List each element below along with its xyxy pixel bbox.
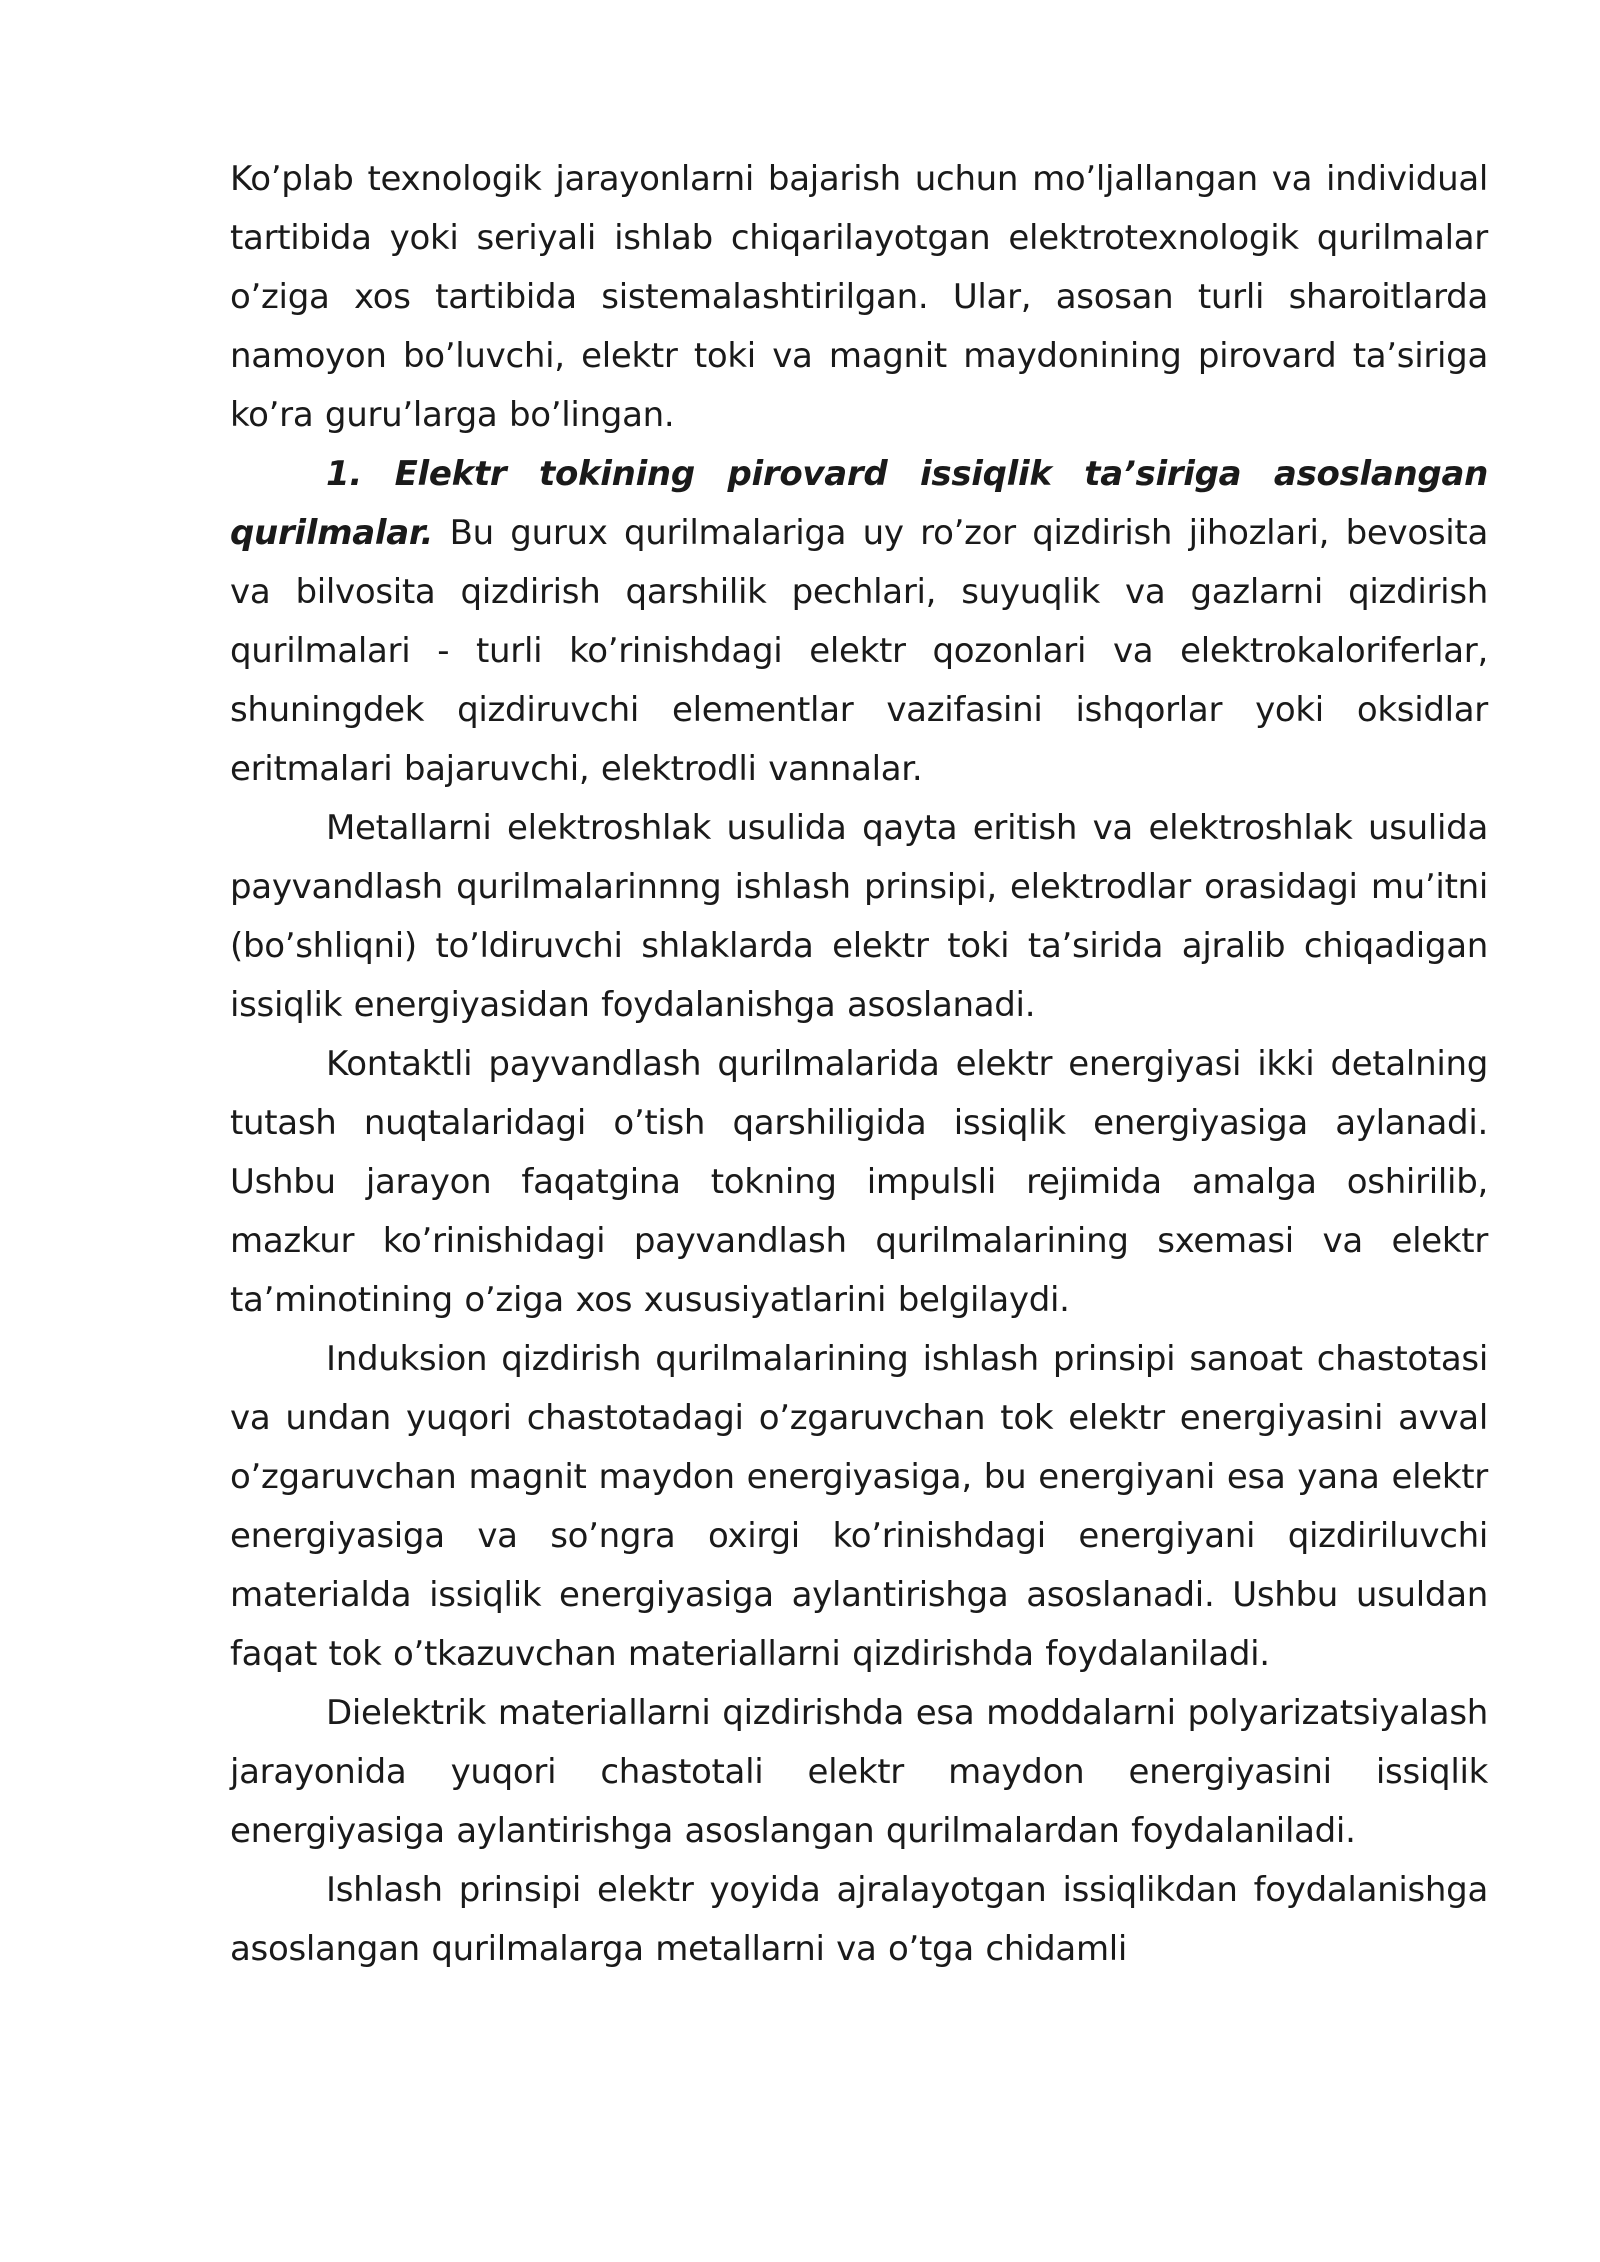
- paragraph-contact-welding: [230, 1035, 1488, 1330]
- paragraph-induction: [230, 1330, 1488, 1684]
- paragraph-text: Kontaktli payvandlash qurilmalarida elektr energiyasi ikki detalning tutash nuqtalaridagi o’tish qarshiligida issiqlik energiyasiga aylanadi. Ushbu jarayon faqatgina tokning impulsli rejimida amalga oshirilib, mazkur ko’rinishidagi payvandlash qurilmalarining sxemasi va elektr ta’minotining o’ziga xos xususiyatlarini belgilaydi.: [230, 1044, 1488, 1320]
- section-heading: 1. Elektr tokining pirovard issiqlik ta’siriga asoslangan qurilmalar.: [230, 454, 1488, 553]
- paragraph-electroslag: [230, 799, 1488, 1035]
- paragraph-text: Ishlash prinsipi elektr yoyida ajralayotgan issiqlikdan foydalanishga asoslangan qurilmalarga metallarni va o’tga chidamli: [230, 1870, 1488, 1969]
- paragraph-arc: [230, 1861, 1488, 1979]
- paragraph-intro: [230, 150, 1488, 445]
- paragraph-text: Bu gurux qurilmalariga uy ro’zor qizdirish jihozlari, bevosita va bilvosita qizdirish qarshilik pechlari, suyuqlik va gazlarni qizdirish qurilmalari - turli ko’rinishdagi elektr qozonlari va elektrokaloriferlar, shuningdek qizdiruvchi elementlar vazifasini ishqorlar yoki oksidlar eritmalari bajaruvchi, elektrodli vannalar.: [230, 513, 1488, 789]
- paragraph-text: Metallarni elektroshlak usulida qayta eritish va elektroshlak usulida payvandlash qurilmalarinnng ishlash prinsipi, elektrodlar orasidagi mu’itni (bo’shliqni) to’ldiruvchi shlaklarda elektr toki ta’sirida ajralib chiqadigan issiqlik energiyasidan foydalanishga asoslanadi.: [230, 808, 1488, 1025]
- paragraph-dielectric: [230, 1684, 1488, 1861]
- paragraph-text: Ko’plab texnologik jarayonlarni bajarish uchun mo’ljallangan va individual tartibida yoki seriyali ishlab chiqarilayotgan elektrotexnologik qurilmalar o’ziga xos tartibida sistemalashtirilgan. Ular, asosan turli sharoitlarda namoyon bo’luvchi, elektr toki va magnit maydonining pirovard ta’siriga ko’ra guru’larga bo’lingan.: [230, 159, 1488, 435]
- paragraph-text: Induksion qizdirish qurilmalarining ishlash prinsipi sanoat chastotasi va undan yuqori chastotadagi o’zgaruvchan tok elektr energiyasini avval o’zgaruvchan magnit maydon energiyasiga, bu energiyani esa yana elektr energiyasiga va so’ngra oxirgi ko’rinishdagi energiyani qizdiriluvchi materialda issiqlik energiyasiga aylantirishga asoslanadi. Ushbu usuldan faqat tok o’tkazuvchan materiallarni qizdirishda foydalaniladi.: [230, 1339, 1488, 1674]
- document-page: [230, 150, 1488, 1979]
- paragraph-section-1: [230, 445, 1488, 799]
- paragraph-text: Dielektrik materiallarni qizdirishda esa moddalarni polyarizatsiyalash jarayonida yuqori chastotali elektr maydon energiyasini issiqlik energiyasiga aylantirishga asoslangan qurilmalardan foydalaniladi.: [230, 1693, 1488, 1851]
